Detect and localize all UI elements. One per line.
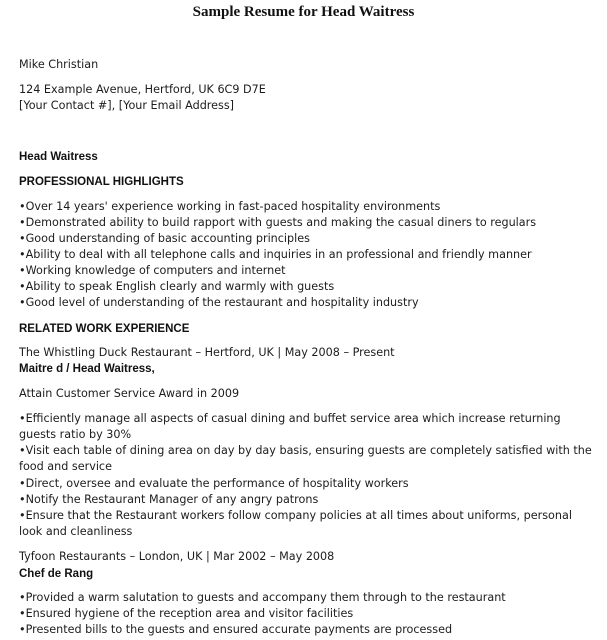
job-employer-line: Tyfoon Restaurants – London, UK | Mar 2002 – May 2008 <box>19 550 335 563</box>
highlights-heading: PROFESSIONAL HIGHLIGHTS <box>19 176 184 188</box>
job-role: Maitre d / Head Waitress, <box>19 363 155 375</box>
highlight-item: • Demonstrated ability to build rapport with guests and making the casual diners to regulars <box>19 215 536 231</box>
job-duty-item: • Notify the Restaurant Manager of any angry patrons <box>19 492 318 508</box>
job-duty-item: • Visit each table of dining area on day by day basis, ensuring guests are completely satisfied with the food and service <box>19 443 595 475</box>
job-duty-item: • Provided a warm salutation to guests and accompany them through to the restaurant <box>19 590 506 606</box>
job-role: Chef de Rang <box>19 568 94 580</box>
job-employer-line: The Whistling Duck Restaurant – Hertford, UK | May 2008 – Present <box>19 346 395 359</box>
job-duty-item: • Presented bills to the guests and ensured accurate payments are processed <box>19 622 452 638</box>
job-duty-item: • Ensured hygiene of the reception area and visitor facilities <box>19 606 353 622</box>
document-title: Sample Resume for Head Waitress <box>192 4 415 20</box>
job-award: Attain Customer Service Award in 2009 <box>19 387 240 400</box>
contact-details: [Your Contact #], [Your Email Address] <box>19 99 235 112</box>
job-duty-item: • Direct, oversee and evaluate the performance of hospitality workers <box>19 476 409 492</box>
highlight-item: • Working knowledge of computers and internet <box>19 263 286 279</box>
experience-heading: RELATED WORK EXPERIENCE <box>19 323 190 335</box>
position-title: Head Waitress <box>19 151 98 163</box>
highlight-item: • Ability to speak English clearly and warmly with guests <box>19 279 334 295</box>
highlight-item: • Good level of understanding of the restaurant and hospitality industry <box>19 295 419 311</box>
contact-address: 124 Example Avenue, Hertford, UK 6C9 D7E <box>19 83 266 96</box>
job-duty-item: • Efficiently manage all aspects of casual dining and buffet service area which increase returning guests ratio by 30% <box>19 411 595 443</box>
highlight-item: • Over 14 years' experience working in fast-paced hospitality environments <box>19 199 440 215</box>
contact-name: Mike Christian <box>19 58 99 71</box>
job-duty-item: • Ensure that the Restaurant workers follow company policies at all times about uniforms, personal look and cleanliness <box>19 508 595 540</box>
highlight-item: • Good understanding of basic accounting principles <box>19 231 310 247</box>
highlight-item: • Ability to deal with all telephone calls and inquiries in an professional and friendly manner <box>19 247 532 263</box>
